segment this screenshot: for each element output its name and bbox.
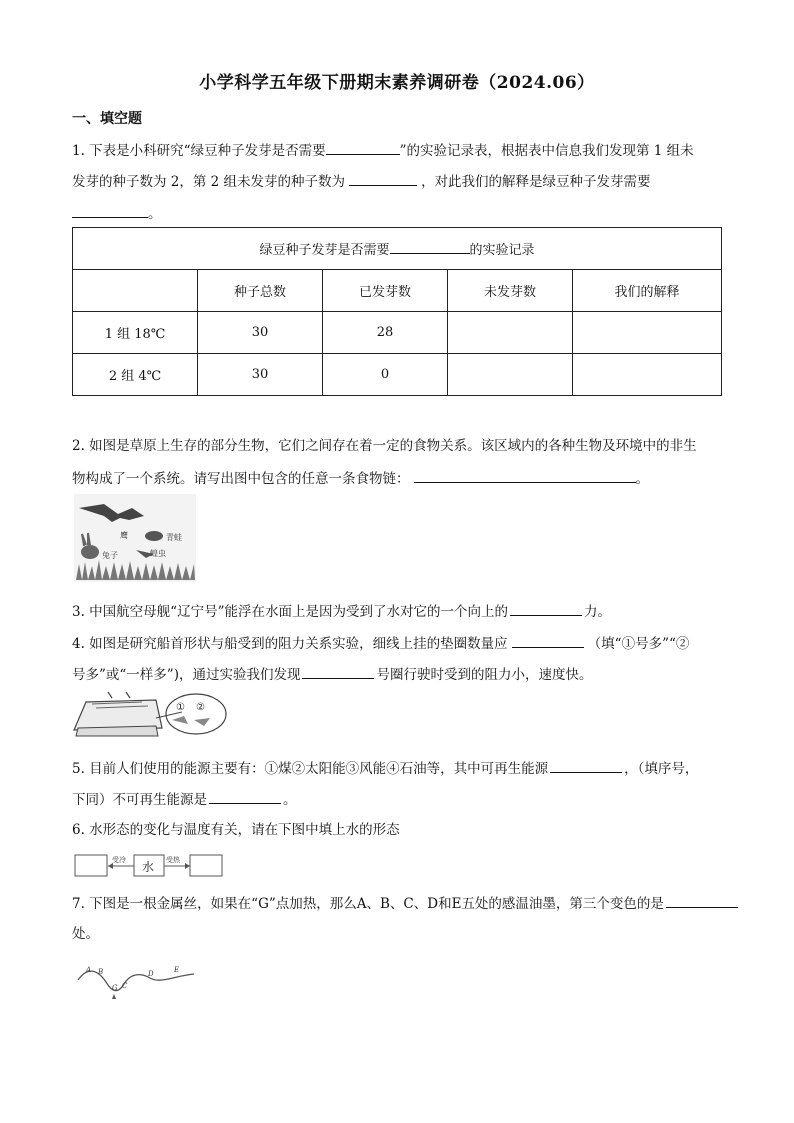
q3-blank[interactable]: [510, 601, 582, 616]
boat-experiment-figure: [72, 690, 230, 740]
table-title-b: 的实验记录: [469, 243, 535, 258]
table-header: 已发芽数: [323, 270, 448, 312]
q4-text-c: 号多”或“一样多”)，通过实验我们发现: [72, 667, 301, 683]
q4-line1: [72, 633, 722, 654]
q1-text-e: 。: [148, 206, 162, 222]
q1-text-c: 发芽的种子数为 2，第 2 组未发芽的种子数为: [72, 174, 346, 190]
table-title-blank[interactable]: [390, 239, 470, 254]
table-cell: 0: [323, 354, 448, 396]
q1-line1: [72, 140, 722, 161]
q1-text-b: ”的实验记录表，根据表中信息我们发现第 1 组未: [399, 143, 694, 159]
q4-blank-2[interactable]: [302, 664, 374, 679]
experiment-table: [72, 227, 722, 396]
q1-line2: [72, 171, 722, 192]
table-cell[interactable]: [448, 312, 573, 354]
q4-text-a: 4. 如图是研究船首形状与船受到的阻力关系实验，细线上挂的垫圈数量应: [72, 636, 508, 652]
table-title-a: 绿豆种子发芽是否需要: [259, 243, 390, 258]
cooling-label: 受冷: [112, 856, 126, 864]
point-label: D: [148, 970, 154, 978]
rabbit-label: 兔子: [102, 551, 118, 560]
water-trough: [74, 700, 162, 730]
q5-text-d: 。: [283, 792, 297, 808]
q1-blank-1[interactable]: [326, 140, 400, 155]
q4-text-b: （填“①号多”“②: [587, 636, 690, 652]
table-header: 种子总数: [198, 270, 323, 312]
point-label: A: [86, 966, 92, 974]
q1-text-a: 1. 下表是小科研究“绿豆种子发芽是否需要: [72, 143, 326, 159]
table-row: [73, 312, 722, 354]
q2-line1: 2. 如图是草原上生存的部分生物，它们之间存在着一定的食物关系。该区域内的各种生物及环境中的非生: [72, 438, 697, 454]
table-cell: 1 组 18℃: [73, 312, 198, 354]
water-label: 水: [142, 860, 155, 874]
q1-blank-3[interactable]: [72, 203, 148, 218]
metal-wire: [78, 971, 194, 990]
point-label: G: [112, 984, 118, 992]
table-title: [73, 228, 722, 270]
q7-line1: [72, 893, 722, 914]
q2-end: 。: [635, 471, 649, 487]
metal-wire-figure: [74, 960, 198, 1000]
table-header-row: [73, 270, 722, 312]
table-cell[interactable]: [573, 354, 722, 396]
q3-line: [72, 601, 722, 622]
frog-shape: [145, 531, 163, 541]
table-cell: 30: [198, 354, 323, 396]
locust-label: 蝗虫: [150, 549, 166, 558]
q7-text: 7. 下图是一根金属丝，如果在“G”点加热，那么A、B、C、D和E五处的感温油墨，第三个变色的是: [72, 896, 664, 912]
q5-line1: [72, 758, 722, 779]
grassland-figure: [74, 494, 196, 582]
table-cell: 2 组 4℃: [73, 354, 198, 396]
q5-blank-2[interactable]: [209, 789, 281, 804]
point-label: B: [98, 968, 104, 976]
eagle-label: 鹰: [120, 531, 128, 540]
table-cell[interactable]: [573, 312, 722, 354]
q5-line2: [72, 789, 722, 810]
q4-blank-1[interactable]: [512, 633, 584, 648]
q5-blank-1[interactable]: [550, 758, 622, 773]
left-state-box[interactable]: [75, 855, 107, 876]
q1-line3: [72, 203, 722, 224]
q2-blank[interactable]: [414, 468, 636, 483]
flame-icon: [112, 994, 116, 999]
q2-line2: [72, 468, 722, 489]
q2-text: 物构成了一个系统。请写出图中包含的任意一条食物链：: [72, 471, 410, 487]
q6-line: 6. 水形态的变化与温度有关，请在下图中填上水的形态: [72, 822, 400, 838]
section-heading: 一、填空题: [72, 111, 142, 127]
q1-text-d: ，对此我们的解释是绿豆种子发芽需要: [421, 174, 651, 190]
q4-line2: [72, 664, 722, 685]
boat-label-1: ①: [176, 702, 185, 713]
point-label: C: [122, 982, 128, 990]
q1-blank-2[interactable]: [349, 171, 417, 186]
table-header: 我们的解释: [573, 270, 722, 312]
right-state-box[interactable]: [190, 855, 222, 876]
rabbit-shape: [81, 545, 99, 559]
table-row: [73, 354, 722, 396]
heating-label: 受热: [166, 856, 180, 864]
table-header: 未发芽数: [448, 270, 573, 312]
table-cell[interactable]: [448, 354, 573, 396]
frog-label: 青蛙: [166, 533, 182, 542]
q3-text-b: 力。: [583, 604, 611, 620]
q7-blank[interactable]: [666, 893, 738, 908]
q4-text-d: 号圈行驶时受到的阻力小，速度快。: [376, 667, 593, 683]
boat-label-2: ②: [196, 702, 205, 713]
point-label: E: [174, 966, 180, 974]
water-state-diagram: [74, 852, 224, 880]
q5-text-c: 下同）不可再生能源是: [72, 792, 207, 808]
q7-line2: 处。: [72, 926, 99, 942]
page-title: 小学科学五年级下册期末素养调研卷（2024.06）: [199, 73, 595, 93]
q3-text-a: 3. 中国航空母舰“辽宁号”能浮在水面上是因为受到了水对它的一个向上的: [72, 604, 508, 620]
q5-text-a: 5. 目前人们使用的能源主要有：①煤②太阳能③风能④石油等，其中可再生能源: [72, 761, 549, 777]
q5-text-b: ，（填序号，: [624, 761, 699, 777]
table-header: [73, 270, 198, 312]
table-cell: 28: [323, 312, 448, 354]
table-cell: 30: [198, 312, 323, 354]
